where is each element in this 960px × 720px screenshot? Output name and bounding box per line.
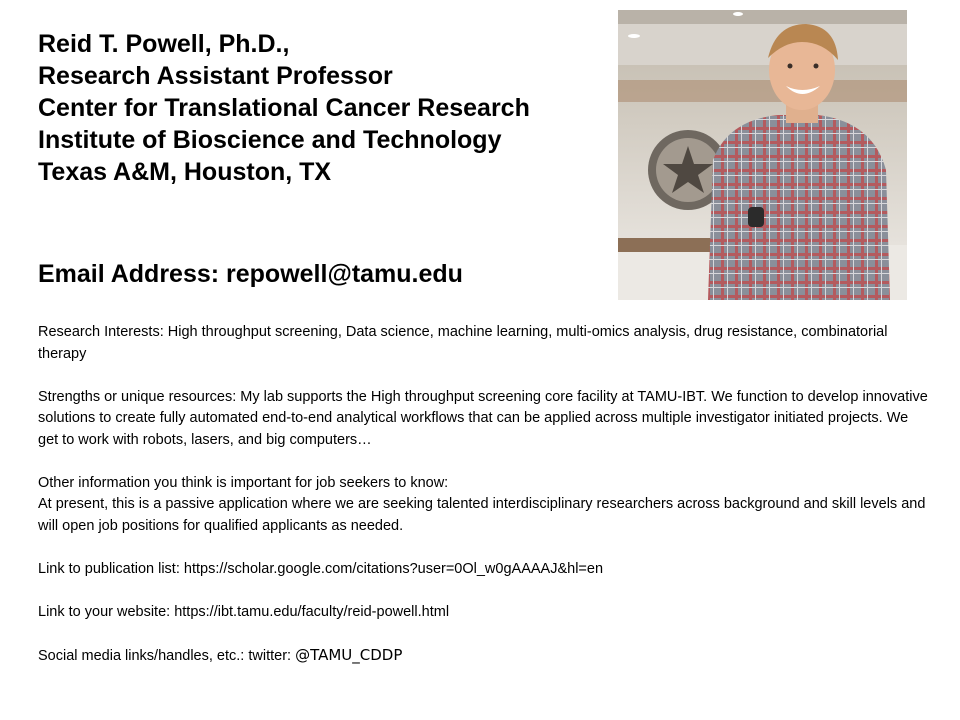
- center-name: Center for Translational Cancer Research: [38, 94, 530, 122]
- research-interests: Research Interests: High throughput screening, Data science, machine learning, multi-omics analysis, drug resistance, combinatorial therapy: [38, 324, 888, 362]
- position-title: Research Assistant Professor: [38, 62, 393, 90]
- profile-photo: [618, 10, 907, 300]
- name-title: Reid T. Powell, Ph.D.,: [38, 30, 290, 58]
- publication-link[interactable]: https://scholar.google.com/citations?user=0Ol_w0gAAAAJ&hl=en: [183, 560, 604, 577]
- email-address[interactable]: repowell@tamu.edu: [226, 260, 463, 288]
- website-label: Link to your website:: [38, 603, 175, 620]
- institute-name: Institute of Bioscience and Technology: [38, 126, 502, 154]
- profile-photo-illustration: [618, 10, 907, 300]
- social-media-line: [38, 645, 928, 668]
- body-text: [38, 322, 928, 667]
- publication-link-line: [38, 559, 928, 581]
- website-link-line: [38, 602, 928, 624]
- social-label: Social media links/handles, etc.: twitter:: [38, 647, 296, 664]
- strengths-resources: Strengths or unique resources: My lab supports the High throughput screening core facility at TAMU-IBT. We function to develop innovative solutions to create fully automated end-to-end analytical workflows that can be applied across multiple investigator initiated projects. We get to work with robots, lasers, and big computers…: [38, 388, 928, 448]
- other-information-text: At present, this is a passive application where we are seeking talented interdisciplinary researchers across background and skill levels and will open job positions for qualified applicants as needed.: [38, 496, 926, 534]
- other-information-heading: Other information you think is important for job seekers to know:: [38, 474, 449, 491]
- other-information: [38, 473, 928, 538]
- website-link[interactable]: https://ibt.tamu.edu/faculty/reid-powell.html: [174, 603, 450, 620]
- email-label: Email Address:: [38, 260, 227, 288]
- publication-label: Link to publication list:: [38, 560, 184, 577]
- twitter-handle[interactable]: @TAMU_CDDP: [295, 645, 403, 664]
- email-line: [38, 258, 463, 290]
- header-block: [38, 28, 608, 188]
- location: Texas A&M, Houston, TX: [38, 158, 332, 186]
